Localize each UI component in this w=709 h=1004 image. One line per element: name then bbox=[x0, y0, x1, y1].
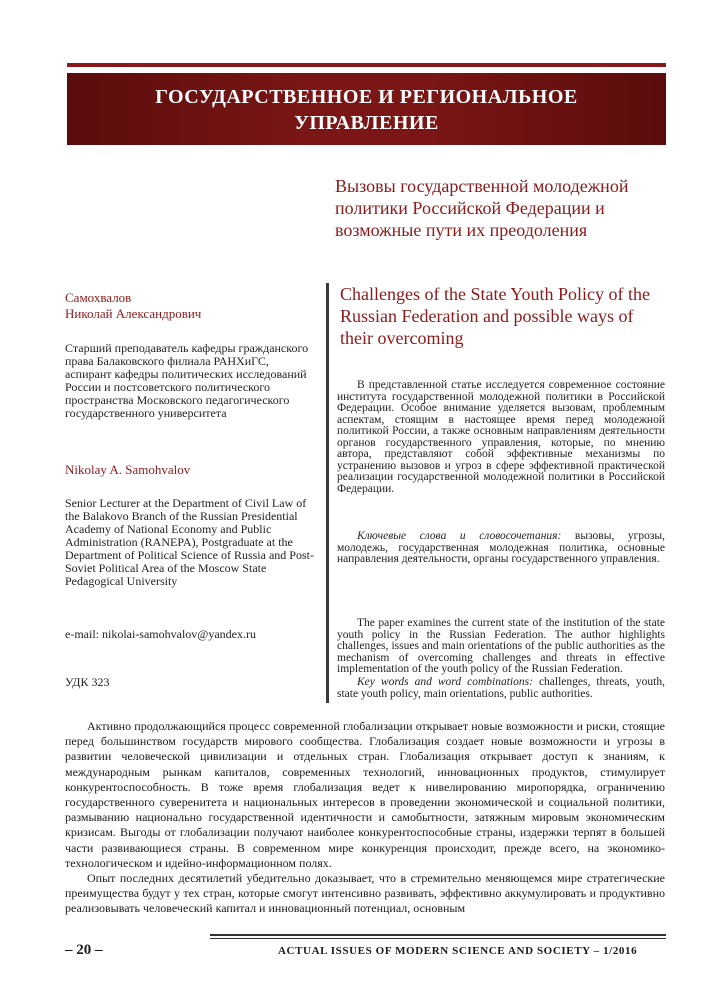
page-number: – 20 – bbox=[65, 942, 103, 958]
abstract-en: The paper examines the current state of the institution of the state youth policy in the Russian Federation. The author highlights challenges, issues and main orientations of the public authorities as the mechanism of overcoming challenges and threats in effective implementation of the youth policy of the Russian Federation. bbox=[337, 617, 665, 675]
column-divider bbox=[326, 283, 329, 703]
keywords-en-text: challenges, threats, youth, state youth policy, main orientations, public authorities. bbox=[337, 676, 665, 700]
article-title-en: Challenges of the State Youth Policy of the Russian Federation and possible ways of their overcoming bbox=[340, 284, 650, 348]
top-rule bbox=[67, 63, 666, 67]
footer-rule bbox=[210, 934, 666, 936]
keywords-ru-label: Ключевые слова и словосочетания: bbox=[357, 530, 562, 542]
author-name-en: Nikolay A. Samohvalov bbox=[65, 462, 191, 477]
keywords-ru bbox=[337, 531, 665, 566]
author-surname-ru: Самохвалов bbox=[65, 290, 132, 305]
section-banner-line1: ГОСУДАРСТВЕННОЕ И РЕГИОНАЛЬНОЕ bbox=[155, 86, 578, 108]
section-banner bbox=[67, 73, 666, 145]
abstract-ru: В представленной статье исследуется современное состояние института государственной молодежной политики в Российской Федерации. Особое внимание уделяется вызовам, проблемным аспектам, стоящим в настоящее время перед молодежной политикой России, а также основным направлениям деятельности органов государственного управления, которые, по мнению автора, представляют собой эффективные механизмы по устранению вызовов и угроз в сфере эффективной практической реализации государственной молодежной политики в Российской Федерации. bbox=[337, 379, 665, 495]
keywords-en-label: Key words and word combinations: bbox=[357, 676, 533, 688]
article-body bbox=[65, 719, 665, 917]
body-paragraph-2: Опыт последних десятилетий убедительно доказывает, что в стремительно меняющемся мире стратегические преимущества будут у тех стран, которые смогут интенсивно развивать, эффективно аккумулировать и продуктивно реализовывать человеческий капитал и инновационный потенциал, основным bbox=[65, 871, 665, 916]
udk-code: УДК 323 bbox=[65, 675, 110, 689]
author-affiliation-en: Senior Lecturer at the Department of Civil Law of the Balakovo Branch of the Russian Presidential Academy of National Economy and Public Administration (RANEPA), Postgraduate at the Department of Political Science of Russia and Post-Soviet Political Area of the Moscow State Pedagogical University bbox=[65, 496, 314, 588]
keywords-ru-text: вызовы, угрозы, молодежь, государственная молодежная политика, основные направления деятельности, органы государственного управления. bbox=[337, 530, 665, 565]
body-paragraph-1: Активно продолжающийся процесс современной глобализации открывает новые возможности и риски, стоящие перед большинством государств мирового сообщества. Глобализация создает новые возможности и угрозы в развитии человеческой цивилизации и отдельных стран. Глобализация открывает доступ к знаниям, к международным рынкам капиталов, современных технологий, инновационных продуктов, стимулирует конкурентоспособность. В тоже время глобализация ведет к нивелированию миропорядка, ограничению государственного суверенитета и национальных интересов в проведении экономической и социальной политики, размыванию национально государственной идентичности и самобытности, затяжным мировым экономическим кризисам. Выгоды от глобализации получают наиболее конкурентоспособные страны, издержки терпят в большей части развивающиеся страны. В современном мире конкуренция происходит, прежде всего, на экономико- технологическом и идейно-информационном полях. bbox=[65, 719, 665, 870]
section-banner-line2: УПРАВЛЕНИЕ bbox=[294, 112, 439, 134]
footer-rule-thin bbox=[210, 938, 666, 939]
author-name-ru bbox=[65, 290, 315, 322]
article-title-ru: Вызовы государственной молодежной политики Российской Федерации и возможные пути их преодоления bbox=[335, 176, 629, 240]
journal-name: ACTUAL ISSUES OF MODERN SCIENCE AND SOCIETY – 1/2016 bbox=[278, 945, 638, 957]
author-affiliation-ru: Старший преподаватель кафедры гражданского права Балаковского филиала РАНХиГС, аспирант кафедры политических исследований России и постсоветского политического пространства Московского педагогического государственного университета bbox=[65, 341, 309, 420]
keywords-en bbox=[337, 677, 665, 700]
author-email[interactable]: e-mail: nikolai-samohvalov@yandex.ru bbox=[65, 627, 256, 641]
author-given-name-ru: Николай Александрович bbox=[65, 306, 202, 321]
